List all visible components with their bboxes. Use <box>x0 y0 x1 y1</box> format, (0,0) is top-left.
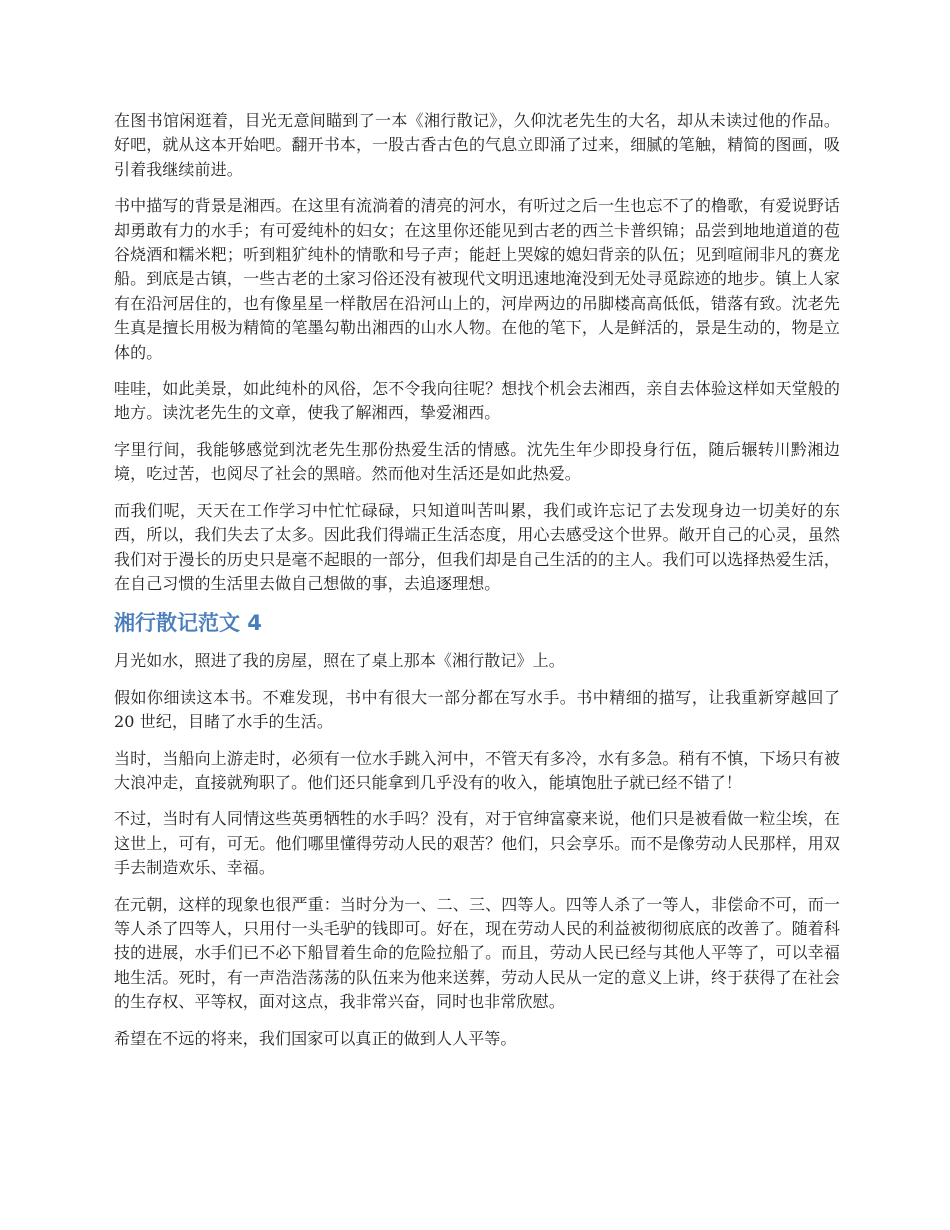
paragraph: 不过，当时有人同情这些英勇牺牲的水手吗？没有，对于官绅富豪来说，他们只是被看做一粒尘埃，在这世上，可有，可无。他们哪里懂得劳动人民的艰苦？他们，只会享乐。而不是像劳动人民那样，用双手去制造欢乐、幸福。 <box>114 809 840 878</box>
paragraph: 字里行间，我能够感觉到沈老先生那份热爱生活的情感。沈先生年少即投身行伍，随后辗转川黔湘边境，吃过苦，也阅尽了社会的黑暗。然而他对生活还是如此热爱。 <box>114 439 840 484</box>
section-heading: 湘行散记范文 4 <box>114 611 262 636</box>
paragraph: 假如你细读这本书。不难发现，书中有很大一部分都在写水手。书中精细的描写，让我重新穿越回了 20 世纪，目睹了水手的生活。 <box>114 687 840 732</box>
paragraph: 书中描写的背景是湘西。在这里有流淌着的清亮的河水，有听过之后一生也忘不了的橹歌，有爱说野话却勇敢有力的水手；有可爱纯朴的妇女；在这里你还能见到古老的西兰卡普织锦；品尝到地地道道的苞谷烧酒和糯米粑；听到粗犷纯朴的情歌和号子声；能赶上哭嫁的媳妇背亲的队伍；见到喧闹非凡的赛龙船。到底是古镇，一些古老的土家习俗还没有被现代文明迅速地淹没到无处寻觅踪迹的地步。镇上人家有在沿河居住的，也有像星星一样散居在沿河山上的，河岸两边的吊脚楼高高低低，错落有致。沈老先生真是擅长用极为精简的笔墨勾勒出湘西的山水人物。在他的笔下，人是鲜活的，景是生动的，物是立体的。 <box>114 196 840 362</box>
paragraph: 希望在不远的将来，我们国家可以真正的做到人人平等。 <box>114 1028 517 1048</box>
paragraph: 月光如水，照进了我的房屋，照在了桌上那本《湘行散记》上。 <box>114 651 565 671</box>
paragraph: 哇哇，如此美景，如此纯朴的风俗，怎不令我向往呢？想找个机会去湘西，亲自去体验这样如天堂般的地方。读沈老先生的文章，使我了解湘西，挚爱湘西。 <box>114 379 840 423</box>
paragraph: 在元朝，这样的现象也很严重：当时分为一、二、三、四等人。四等人杀了一等人，非偿命不可，而一等人杀了四等人，只用付一头毛驴的钱即可。好在，现在劳动人民的利益被彻彻底底的改善了。随着科技的进展，水手们已不必下船冒着生命的危险拉船了。而且，劳动人民已经与其他人平等了，可以幸福地生活。死时，有一声浩浩荡荡的队伍来为他来送葬，劳动人民从一定的意义上讲，终于获得了在社会的生存权、平等权，面对这点，我非常兴奋，同时也非常欣慰。 <box>114 894 840 1012</box>
paragraph: 而我们呢，天天在工作学习中忙忙碌碌，只知道叫苦叫累，我们或许忘记了去发现身边一切美好的东西，所以，我们失去了太多。因此我们得端正生活态度，用心去感受这个世界。敞开自己的心灵，虽然我们对于漫长的历史只是毫不起眼的一部分，但我们却是自己生活的的主人。我们可以选择热爱生活，在自己习惯的生活里去做自己想做的事，去追逐理想。 <box>114 500 840 593</box>
paragraph: 在图书馆闲逛着，目光无意间瞄到了一本《湘行散记》，久仰沈老先生的大名，却从未读过他的作品。好吧，就从这本开始吧。翻开书本，一股古香古色的气息立即涌了过来，细腻的笔触，精简的图画，吸引着我继续前进。 <box>114 111 840 179</box>
document-page <box>114 109 840 1063</box>
paragraph: 当时，当船向上游走时，必须有一位水手跳入河中，不管天有多冷，水有多急。稍有不慎，下场只有被大浪冲走，直接就殉职了。他们还只能拿到几乎没有的收入，能填饱肚子就已经不错了！ <box>114 748 840 792</box>
